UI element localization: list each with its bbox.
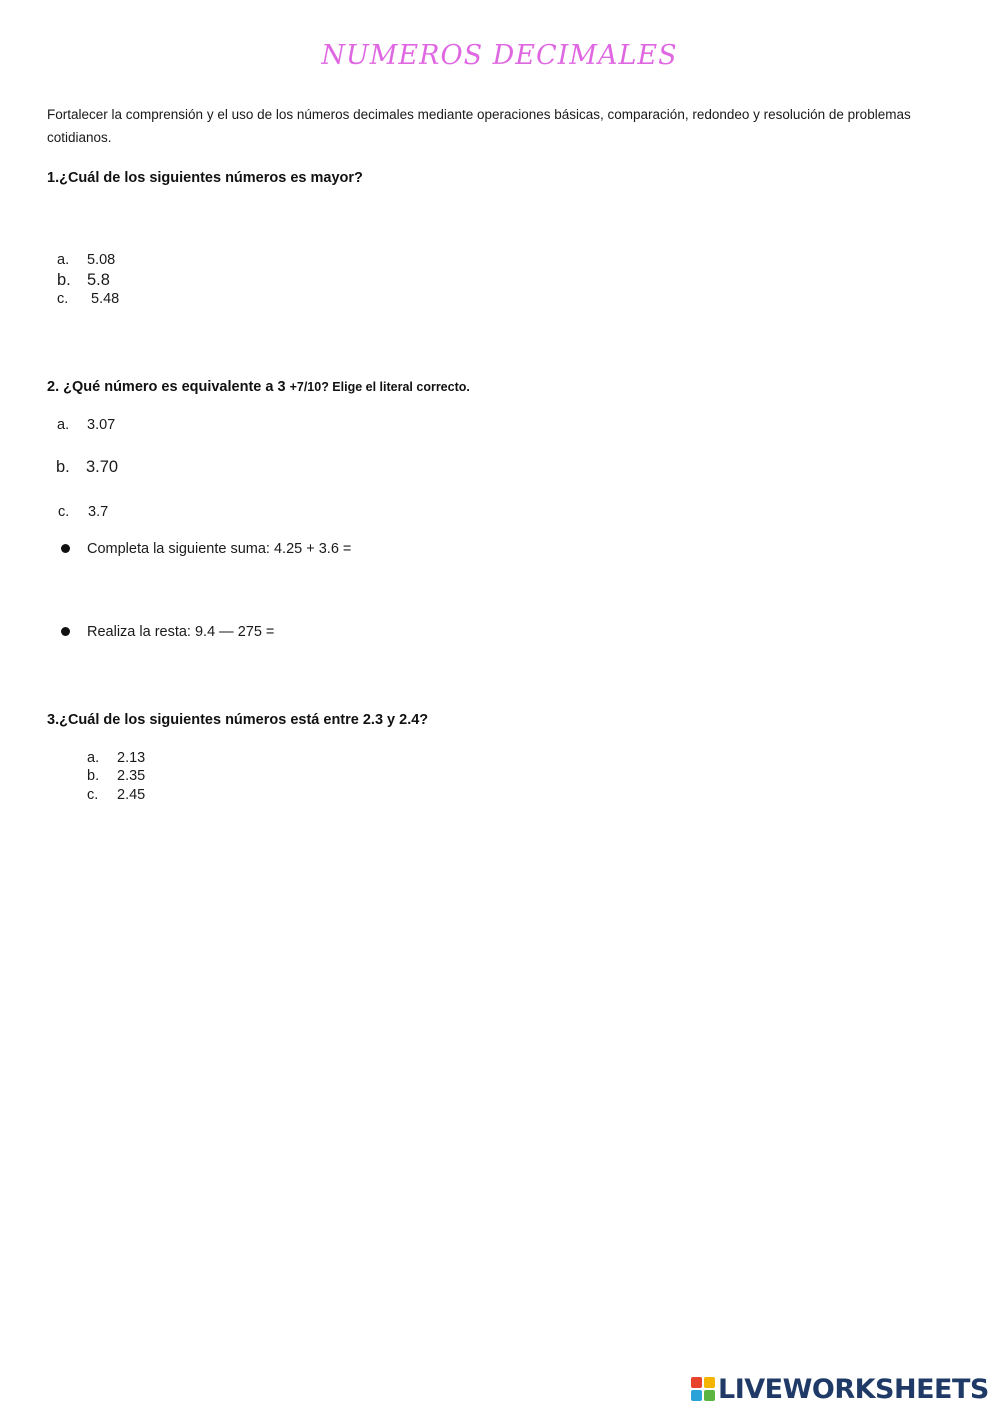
q2-option-c[interactable] — [58, 504, 108, 520]
option-value: 2.35 — [117, 768, 146, 784]
intro-text: Fortalecer la comprensión y el uso de los números decimales mediante operaciones básicas, comparación, redondeo y resolución de problemas cotidianos. — [47, 107, 911, 145]
bullet-dot-icon — [61, 627, 70, 636]
option-value: 2.13 — [117, 750, 146, 766]
option-letter: a. — [87, 750, 100, 766]
option-value: 3.07 — [87, 417, 116, 433]
option-letter: b. — [87, 768, 100, 784]
option-value: 5.08 — [87, 252, 116, 268]
bullet-sum-text: Completa la siguiente suma: 4.25 + 3.6 = — [87, 541, 352, 557]
q3-option-a[interactable] — [87, 750, 145, 766]
q1-option-a[interactable] — [57, 252, 115, 268]
question-2-main: 2. ¿Qué número es equivalente a 3 — [47, 379, 290, 395]
option-letter: c. — [58, 504, 70, 520]
bullet-subtraction-text: Realiza la resta: 9.4 — 275 = — [87, 624, 275, 640]
logo-square-yellow — [704, 1377, 715, 1388]
question-2 — [47, 379, 470, 395]
option-letter: a. — [57, 252, 70, 268]
bullet-sum — [61, 541, 351, 557]
option-letter: b. — [56, 458, 70, 476]
logo-square-green — [704, 1390, 715, 1401]
q3-option-c[interactable] — [87, 787, 145, 803]
q2-option-b[interactable] — [56, 458, 118, 477]
q2-option-a[interactable] — [57, 417, 115, 433]
page-title: NUMEROS DECIMALES — [321, 40, 678, 71]
option-value: 3.70 — [86, 458, 119, 476]
logo-text: LIVEWORKSHEETS — [718, 1373, 989, 1405]
option-value: 5.48 — [91, 291, 120, 307]
liveworksheets-logo — [691, 1373, 989, 1405]
question-1: 1.¿Cuál de los siguientes números es mayor? — [47, 170, 363, 186]
logo-mark-icon — [691, 1377, 715, 1401]
q1-option-b[interactable] — [57, 271, 110, 290]
option-letter: c. — [87, 787, 99, 803]
question-3: 3.¿Cuál de los siguientes números está entre 2.3 y 2.4? — [47, 712, 429, 728]
question-2-fraction: +7/10? Elige el literal correcto. — [289, 380, 470, 394]
option-letter: a. — [57, 417, 70, 433]
q3-option-b[interactable] — [87, 768, 145, 784]
bullet-dot-icon — [61, 544, 70, 553]
logo-square-blue — [691, 1390, 702, 1401]
bullet-subtraction — [61, 624, 274, 640]
option-value: 5.8 — [87, 271, 110, 289]
option-letter: b. — [57, 271, 71, 289]
option-value: 3.7 — [88, 504, 109, 520]
logo-square-red — [691, 1377, 702, 1388]
q1-option-c[interactable] — [57, 291, 119, 307]
option-letter: c. — [57, 291, 69, 307]
option-value: 2.45 — [117, 787, 146, 803]
